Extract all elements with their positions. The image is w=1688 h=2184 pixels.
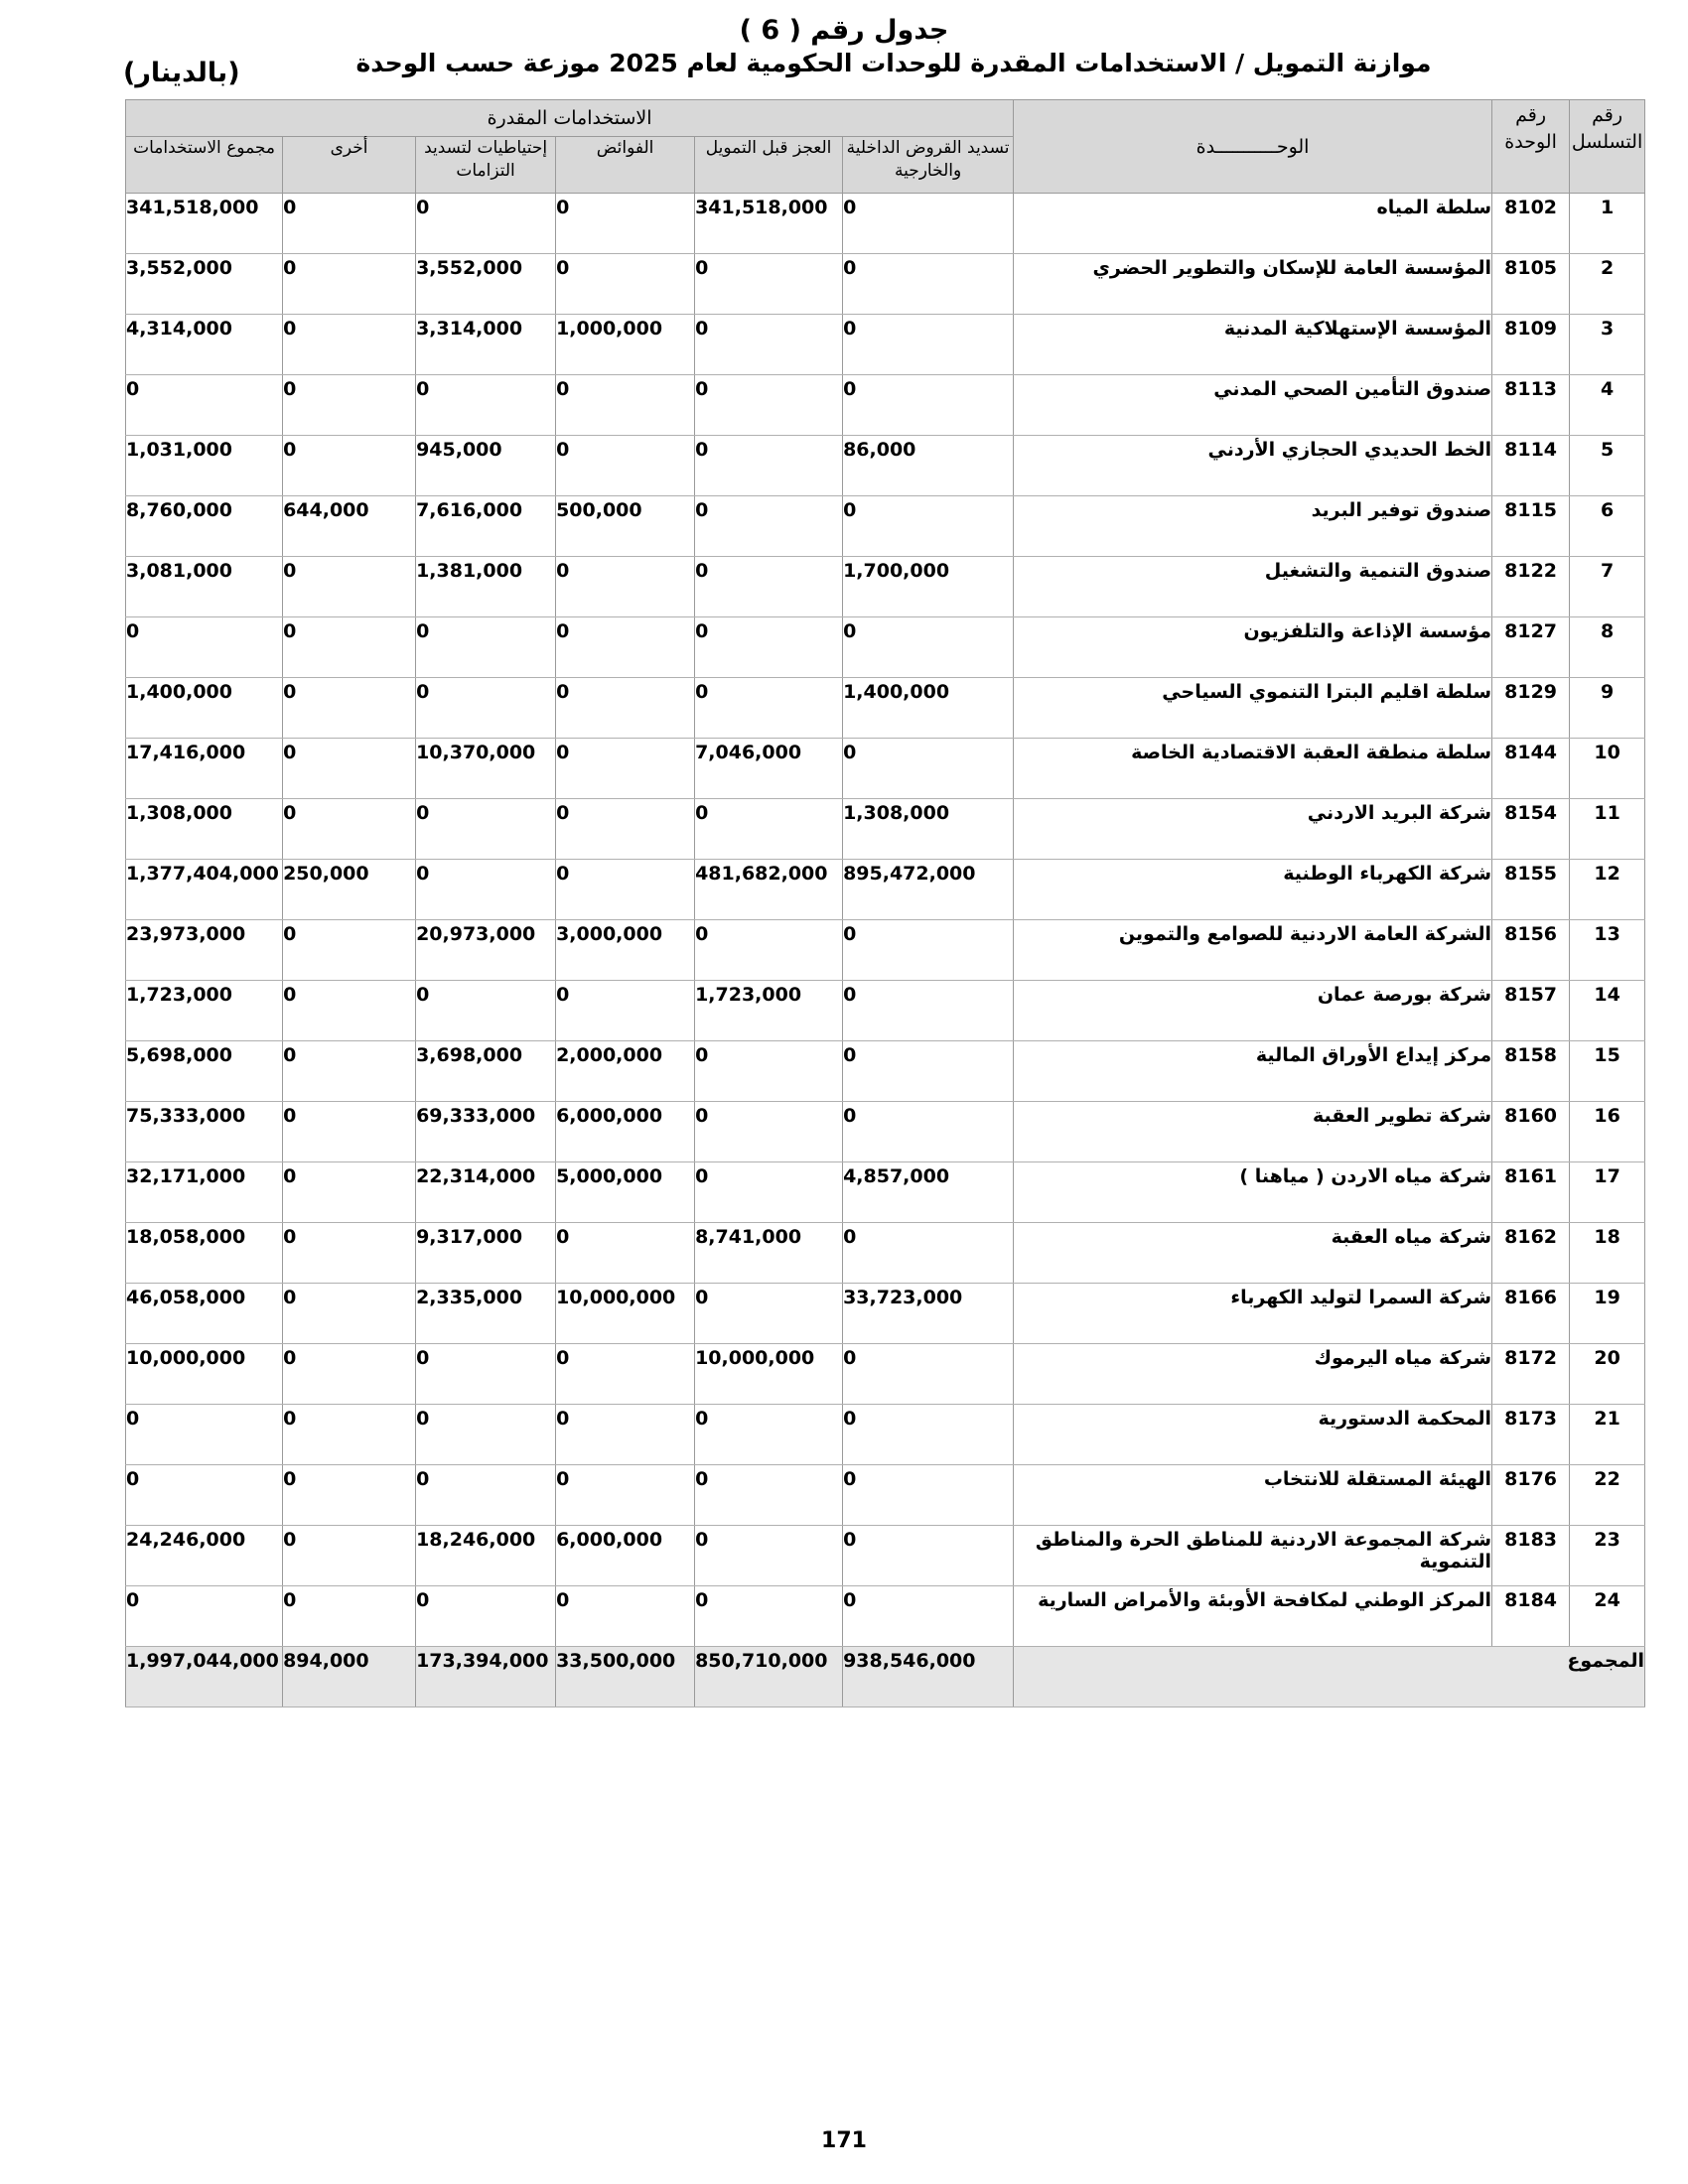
header-code: رقم الوحدة xyxy=(1492,100,1570,194)
seq-cell: 24 xyxy=(1570,1586,1645,1647)
deficit-cell: 8,741,000 xyxy=(695,1223,843,1284)
seq-cell: 18 xyxy=(1570,1223,1645,1284)
loans-cell: 0 xyxy=(843,1586,1014,1647)
deficit-cell: 0 xyxy=(695,436,843,496)
seq-cell: 2 xyxy=(1570,254,1645,315)
other-cell: 0 xyxy=(283,1102,416,1162)
deficit-cell: 0 xyxy=(695,920,843,981)
reserves-cell: 1,381,000 xyxy=(416,557,556,617)
total-cell: 8,760,000 xyxy=(126,496,283,557)
seq-cell: 12 xyxy=(1570,860,1645,920)
surplus-cell: 6,000,000 xyxy=(556,1526,695,1586)
total-cell: 5,698,000 xyxy=(126,1041,283,1102)
unit-code-cell: 8172 xyxy=(1492,1344,1570,1405)
unit-code-cell: 8129 xyxy=(1492,678,1570,739)
loans-cell: 1,400,000 xyxy=(843,678,1014,739)
unit-code-cell: 8105 xyxy=(1492,254,1570,315)
surplus-cell: 2,000,000 xyxy=(556,1041,695,1102)
other-cell: 0 xyxy=(283,1586,416,1647)
surplus-cell: 3,000,000 xyxy=(556,920,695,981)
reserves-cell: 0 xyxy=(416,1465,556,1526)
total-cell: 0 xyxy=(126,617,283,678)
table-row xyxy=(126,617,1645,678)
loans-cell: 86,000 xyxy=(843,436,1014,496)
unit-name-cell: شركة تطوير العقبة xyxy=(1014,1102,1492,1162)
seq-cell: 4 xyxy=(1570,375,1645,436)
reserves-cell: 0 xyxy=(416,1405,556,1465)
unit-name-cell: المحكمة الدستورية xyxy=(1014,1405,1492,1465)
header-total: مجموع الاستخدامات xyxy=(126,137,283,194)
reserves-cell: 0 xyxy=(416,678,556,739)
seq-cell: 20 xyxy=(1570,1344,1645,1405)
other-cell: 0 xyxy=(283,375,416,436)
unit-code-cell: 8155 xyxy=(1492,860,1570,920)
deficit-cell: 0 xyxy=(695,1284,843,1344)
surplus-cell: 1,000,000 xyxy=(556,315,695,375)
reserves-cell: 7,616,000 xyxy=(416,496,556,557)
loans-cell: 0 xyxy=(843,1405,1014,1465)
surplus-cell: 0 xyxy=(556,739,695,799)
seq-cell: 23 xyxy=(1570,1526,1645,1586)
other-cell: 0 xyxy=(283,617,416,678)
other-cell: 0 xyxy=(283,678,416,739)
table-row xyxy=(126,981,1645,1041)
loans-cell: 0 xyxy=(843,194,1014,254)
header-deficit: العجز قبل التمويل xyxy=(695,137,843,194)
seq-cell: 19 xyxy=(1570,1284,1645,1344)
surplus-cell: 6,000,000 xyxy=(556,1102,695,1162)
deficit-cell: 0 xyxy=(695,1465,843,1526)
surplus-cell: 0 xyxy=(556,1223,695,1284)
reserves-cell: 3,698,000 xyxy=(416,1041,556,1102)
seq-cell: 5 xyxy=(1570,436,1645,496)
loans-cell: 895,472,000 xyxy=(843,860,1014,920)
table-row xyxy=(126,1344,1645,1405)
other-cell: 0 xyxy=(283,1405,416,1465)
header-row-group xyxy=(126,100,1645,137)
header-reserves: إحتياطيات لتسديد التزامات xyxy=(416,137,556,194)
total-cell: 4,314,000 xyxy=(126,315,283,375)
reserves-cell: 22,314,000 xyxy=(416,1162,556,1223)
loans-cell: 0 xyxy=(843,617,1014,678)
reserves-cell: 18,246,000 xyxy=(416,1526,556,1586)
unit-code-cell: 8122 xyxy=(1492,557,1570,617)
totals-row xyxy=(126,1647,1645,1707)
unit-code-cell: 8157 xyxy=(1492,981,1570,1041)
total-cell: 18,058,000 xyxy=(126,1223,283,1284)
loans-cell: 0 xyxy=(843,1465,1014,1526)
total-cell: 0 xyxy=(126,1465,283,1526)
surplus-cell: 0 xyxy=(556,557,695,617)
seq-cell: 10 xyxy=(1570,739,1645,799)
surplus-cell: 500,000 xyxy=(556,496,695,557)
total-cell: 0 xyxy=(126,1405,283,1465)
header-loans: تسديد القروض الداخلية والخارجية xyxy=(843,137,1014,194)
table-row xyxy=(126,678,1645,739)
table-row xyxy=(126,1405,1645,1465)
table-row xyxy=(126,557,1645,617)
unit-code-cell: 8109 xyxy=(1492,315,1570,375)
unit-name-cell: صندوق توفير البريد xyxy=(1014,496,1492,557)
total-cell: 3,081,000 xyxy=(126,557,283,617)
surplus-cell: 0 xyxy=(556,1586,695,1647)
loans-cell: 0 xyxy=(843,1102,1014,1162)
unit-code-cell: 8184 xyxy=(1492,1586,1570,1647)
table-row xyxy=(126,1526,1645,1586)
reserves-cell: 0 xyxy=(416,799,556,860)
table-row xyxy=(126,436,1645,496)
table-row xyxy=(126,254,1645,315)
deficit-cell: 0 xyxy=(695,678,843,739)
deficit-cell: 0 xyxy=(695,375,843,436)
header-unit: الوحـــــــــــدة xyxy=(1014,100,1492,194)
deficit-cell: 0 xyxy=(695,799,843,860)
table-row xyxy=(126,375,1645,436)
table-row xyxy=(126,1586,1645,1647)
total-reserves: 173,394,000 xyxy=(416,1647,556,1707)
header-surplus: الفوائض xyxy=(556,137,695,194)
surplus-cell: 0 xyxy=(556,436,695,496)
total-cell: 0 xyxy=(126,1586,283,1647)
loans-cell: 0 xyxy=(843,1223,1014,1284)
unit-name-cell: صندوق التأمين الصحي المدني xyxy=(1014,375,1492,436)
reserves-cell: 0 xyxy=(416,860,556,920)
table-row xyxy=(126,860,1645,920)
total-cell: 1,031,000 xyxy=(126,436,283,496)
other-cell: 250,000 xyxy=(283,860,416,920)
loans-cell: 0 xyxy=(843,981,1014,1041)
total-cell: 0 xyxy=(126,375,283,436)
unit-name-cell: الشركة العامة الاردنية للصوامع والتموين xyxy=(1014,920,1492,981)
surplus-cell: 0 xyxy=(556,1344,695,1405)
unit-name-cell: سلطة منطقة العقبة الاقتصادية الخاصة xyxy=(1014,739,1492,799)
other-cell: 0 xyxy=(283,1344,416,1405)
unit-name-cell: سلطة المياه xyxy=(1014,194,1492,254)
title-block xyxy=(0,14,1688,79)
total-cell: 1,308,000 xyxy=(126,799,283,860)
unit-name-cell: الخط الحديدي الحجازي الأردني xyxy=(1014,436,1492,496)
currency-note: (بالدينار) xyxy=(123,58,240,88)
page-title: موازنة التمويل / الاستخدامات المقدرة للوحدات الحكومية لعام 2025 موزعة حسب الوحدة xyxy=(355,49,1432,77)
other-cell: 0 xyxy=(283,1223,416,1284)
unit-code-cell: 8115 xyxy=(1492,496,1570,557)
deficit-cell: 0 xyxy=(695,1405,843,1465)
surplus-cell: 0 xyxy=(556,194,695,254)
budget-table xyxy=(125,99,1645,1707)
table-row xyxy=(126,1284,1645,1344)
unit-code-cell: 8154 xyxy=(1492,799,1570,860)
deficit-cell: 0 xyxy=(695,315,843,375)
deficit-cell: 341,518,000 xyxy=(695,194,843,254)
loans-cell: 0 xyxy=(843,1526,1014,1586)
unit-code-cell: 8161 xyxy=(1492,1162,1570,1223)
unit-code-cell: 8176 xyxy=(1492,1465,1570,1526)
seq-cell: 15 xyxy=(1570,1041,1645,1102)
deficit-cell: 0 xyxy=(695,1526,843,1586)
unit-code-cell: 8162 xyxy=(1492,1223,1570,1284)
table-row xyxy=(126,194,1645,254)
surplus-cell: 0 xyxy=(556,375,695,436)
loans-cell: 33,723,000 xyxy=(843,1284,1014,1344)
reserves-cell: 0 xyxy=(416,375,556,436)
loans-cell: 0 xyxy=(843,496,1014,557)
deficit-cell: 0 xyxy=(695,617,843,678)
unit-name-cell: الهيئة المستقلة للانتخاب xyxy=(1014,1465,1492,1526)
header-estimated-uses: الاستخدامات المقدرة xyxy=(126,100,1014,137)
seq-cell: 17 xyxy=(1570,1162,1645,1223)
header-seq: رقم التسلسل xyxy=(1570,100,1645,194)
reserves-cell: 3,552,000 xyxy=(416,254,556,315)
table-row xyxy=(126,315,1645,375)
seq-cell: 7 xyxy=(1570,557,1645,617)
unit-code-cell: 8166 xyxy=(1492,1284,1570,1344)
unit-name-cell: شركة مياه العقبة xyxy=(1014,1223,1492,1284)
unit-code-cell: 8127 xyxy=(1492,617,1570,678)
loans-cell: 1,308,000 xyxy=(843,799,1014,860)
table-row xyxy=(126,799,1645,860)
unit-name-cell: مركز إيداع الأوراق المالية xyxy=(1014,1041,1492,1102)
deficit-cell: 0 xyxy=(695,557,843,617)
other-cell: 0 xyxy=(283,981,416,1041)
total-cell: 46,058,000 xyxy=(126,1284,283,1344)
table-number: جدول رقم ( 6 ) xyxy=(739,15,949,46)
reserves-cell: 0 xyxy=(416,981,556,1041)
other-cell: 0 xyxy=(283,1526,416,1586)
seq-cell: 16 xyxy=(1570,1102,1645,1162)
surplus-cell: 10,000,000 xyxy=(556,1284,695,1344)
seq-cell: 14 xyxy=(1570,981,1645,1041)
reserves-cell: 945,000 xyxy=(416,436,556,496)
unit-code-cell: 8144 xyxy=(1492,739,1570,799)
reserves-cell: 3,314,000 xyxy=(416,315,556,375)
total-uses: 1,997,044,000 xyxy=(126,1647,283,1707)
total-loans: 938,546,000 xyxy=(843,1647,1014,1707)
unit-code-cell: 8114 xyxy=(1492,436,1570,496)
unit-name-cell: شركة البريد الاردني xyxy=(1014,799,1492,860)
seq-cell: 21 xyxy=(1570,1405,1645,1465)
table-body xyxy=(126,194,1645,1707)
totals-label: المجموع xyxy=(1014,1647,1645,1707)
seq-cell: 22 xyxy=(1570,1465,1645,1526)
table-row xyxy=(126,1162,1645,1223)
total-surplus: 33,500,000 xyxy=(556,1647,695,1707)
deficit-cell: 0 xyxy=(695,1102,843,1162)
reserves-cell: 9,317,000 xyxy=(416,1223,556,1284)
loans-cell: 0 xyxy=(843,1344,1014,1405)
loans-cell: 0 xyxy=(843,739,1014,799)
reserves-cell: 2,335,000 xyxy=(416,1284,556,1344)
unit-name-cell: المؤسسة العامة للإسكان والتطوير الحضري xyxy=(1014,254,1492,315)
total-other: 894,000 xyxy=(283,1647,416,1707)
other-cell: 0 xyxy=(283,557,416,617)
unit-code-cell: 8158 xyxy=(1492,1041,1570,1102)
deficit-cell: 0 xyxy=(695,1162,843,1223)
unit-code-cell: 8102 xyxy=(1492,194,1570,254)
deficit-cell: 10,000,000 xyxy=(695,1344,843,1405)
header-other: أخرى xyxy=(283,137,416,194)
loans-cell: 0 xyxy=(843,1041,1014,1102)
table-row xyxy=(126,1102,1645,1162)
other-cell: 0 xyxy=(283,194,416,254)
table-row xyxy=(126,920,1645,981)
unit-name-cell: شركة السمرا لتوليد الكهرباء xyxy=(1014,1284,1492,1344)
surplus-cell: 5,000,000 xyxy=(556,1162,695,1223)
reserves-cell: 0 xyxy=(416,194,556,254)
deficit-cell: 1,723,000 xyxy=(695,981,843,1041)
unit-name-cell: المركز الوطني لمكافحة الأوبئة والأمراض السارية xyxy=(1014,1586,1492,1647)
unit-name-cell: المؤسسة الإستهلاكية المدنية xyxy=(1014,315,1492,375)
deficit-cell: 7,046,000 xyxy=(695,739,843,799)
surplus-cell: 0 xyxy=(556,1465,695,1526)
other-cell: 0 xyxy=(283,1041,416,1102)
total-cell: 75,333,000 xyxy=(126,1102,283,1162)
table-row xyxy=(126,1041,1645,1102)
other-cell: 0 xyxy=(283,1162,416,1223)
total-cell: 1,400,000 xyxy=(126,678,283,739)
surplus-cell: 0 xyxy=(556,678,695,739)
deficit-cell: 481,682,000 xyxy=(695,860,843,920)
loans-cell: 0 xyxy=(843,254,1014,315)
unit-name-cell: سلطة اقليم البترا التنموي السياحي xyxy=(1014,678,1492,739)
unit-code-cell: 8183 xyxy=(1492,1526,1570,1586)
surplus-cell: 0 xyxy=(556,254,695,315)
unit-code-cell: 8113 xyxy=(1492,375,1570,436)
other-cell: 0 xyxy=(283,1465,416,1526)
seq-cell: 9 xyxy=(1570,678,1645,739)
total-cell: 10,000,000 xyxy=(126,1344,283,1405)
unit-name-cell: صندوق التنمية والتشغيل xyxy=(1014,557,1492,617)
surplus-cell: 0 xyxy=(556,799,695,860)
reserves-cell: 69,333,000 xyxy=(416,1102,556,1162)
other-cell: 0 xyxy=(283,1284,416,1344)
unit-name-cell: شركة بورصة عمان xyxy=(1014,981,1492,1041)
total-deficit: 850,710,000 xyxy=(695,1647,843,1707)
seq-cell: 1 xyxy=(1570,194,1645,254)
loans-cell: 0 xyxy=(843,315,1014,375)
loans-cell: 1,700,000 xyxy=(843,557,1014,617)
unit-code-cell: 8160 xyxy=(1492,1102,1570,1162)
loans-cell: 4,857,000 xyxy=(843,1162,1014,1223)
loans-cell: 0 xyxy=(843,375,1014,436)
surplus-cell: 0 xyxy=(556,617,695,678)
other-cell: 0 xyxy=(283,436,416,496)
seq-cell: 11 xyxy=(1570,799,1645,860)
total-cell: 341,518,000 xyxy=(126,194,283,254)
seq-cell: 8 xyxy=(1570,617,1645,678)
total-cell: 1,377,404,000 xyxy=(126,860,283,920)
total-cell: 1,723,000 xyxy=(126,981,283,1041)
loans-cell: 0 xyxy=(843,920,1014,981)
total-cell: 32,171,000 xyxy=(126,1162,283,1223)
surplus-cell: 0 xyxy=(556,981,695,1041)
other-cell: 644,000 xyxy=(283,496,416,557)
reserves-cell: 20,973,000 xyxy=(416,920,556,981)
table-row xyxy=(126,1465,1645,1526)
unit-name-cell: شركة مياه الاردن ( مياهنا ) xyxy=(1014,1162,1492,1223)
total-cell: 3,552,000 xyxy=(126,254,283,315)
page-number: 171 xyxy=(821,2128,867,2153)
other-cell: 0 xyxy=(283,920,416,981)
total-cell: 23,973,000 xyxy=(126,920,283,981)
seq-cell: 3 xyxy=(1570,315,1645,375)
unit-name-cell: شركة الكهرباء الوطنية xyxy=(1014,860,1492,920)
other-cell: 0 xyxy=(283,739,416,799)
other-cell: 0 xyxy=(283,254,416,315)
other-cell: 0 xyxy=(283,315,416,375)
deficit-cell: 0 xyxy=(695,1586,843,1647)
unit-code-cell: 8173 xyxy=(1492,1405,1570,1465)
reserves-cell: 0 xyxy=(416,1586,556,1647)
unit-name-cell: شركة المجموعة الاردنية للمناطق الحرة والمناطق التنموية xyxy=(1014,1526,1492,1586)
unit-code-cell: 8156 xyxy=(1492,920,1570,981)
reserves-cell: 0 xyxy=(416,617,556,678)
other-cell: 0 xyxy=(283,799,416,860)
seq-cell: 13 xyxy=(1570,920,1645,981)
unit-name-cell: شركة مياه اليرموك xyxy=(1014,1344,1492,1405)
reserves-cell: 0 xyxy=(416,1344,556,1405)
table-row xyxy=(126,739,1645,799)
surplus-cell: 0 xyxy=(556,860,695,920)
deficit-cell: 0 xyxy=(695,254,843,315)
table-row xyxy=(126,1223,1645,1284)
deficit-cell: 0 xyxy=(695,1041,843,1102)
total-cell: 24,246,000 xyxy=(126,1526,283,1586)
deficit-cell: 0 xyxy=(695,496,843,557)
unit-name-cell: مؤسسة الإذاعة والتلفزيون xyxy=(1014,617,1492,678)
seq-cell: 6 xyxy=(1570,496,1645,557)
total-cell: 17,416,000 xyxy=(126,739,283,799)
table-row xyxy=(126,496,1645,557)
surplus-cell: 0 xyxy=(556,1405,695,1465)
reserves-cell: 10,370,000 xyxy=(416,739,556,799)
